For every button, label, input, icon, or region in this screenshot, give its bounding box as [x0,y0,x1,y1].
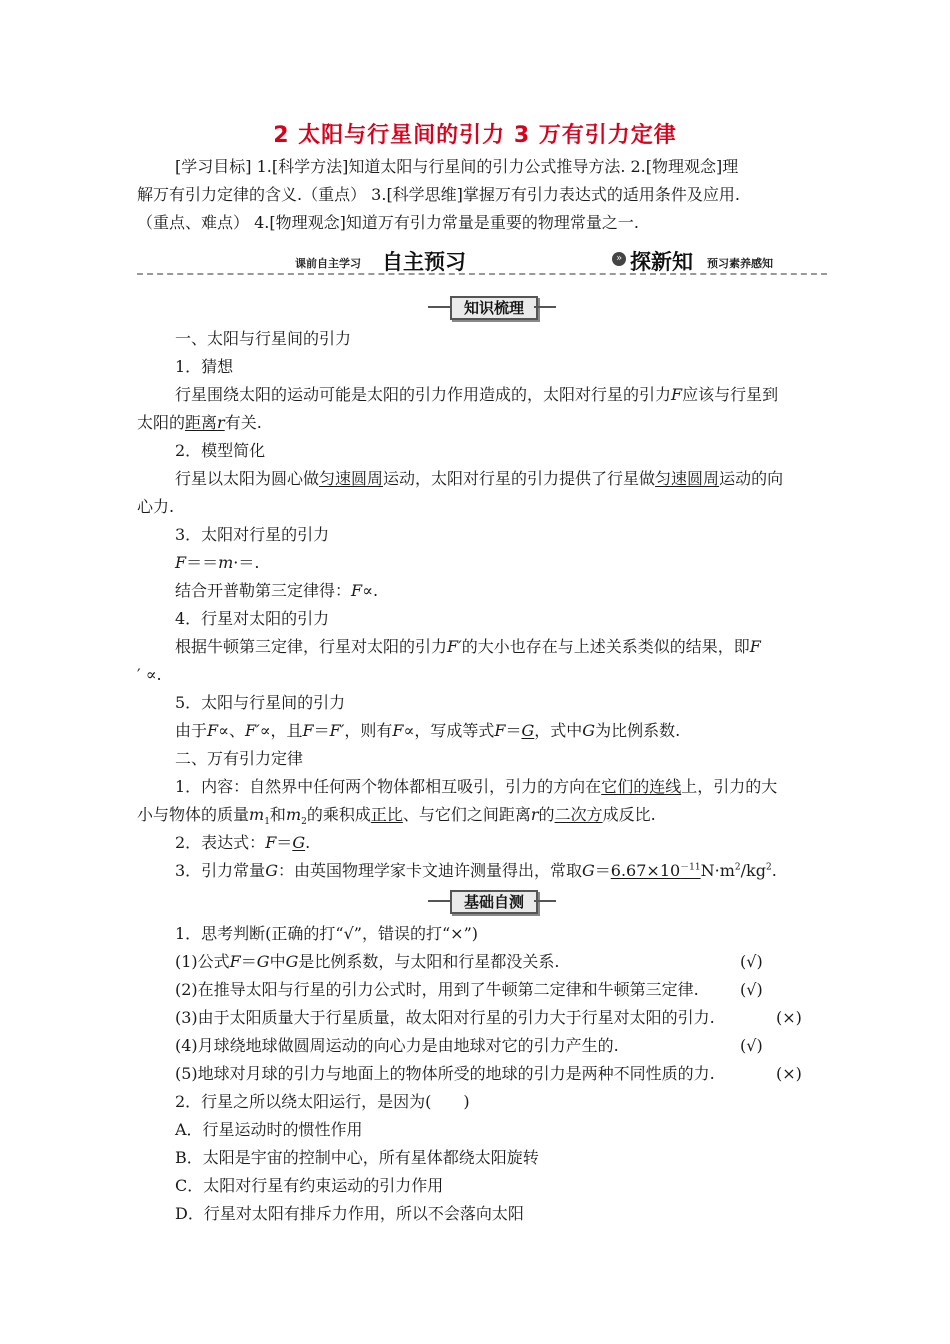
subheading-model: 2．模型简化 [175,441,266,460]
banner-right-small: 预习素养感知 [707,257,773,270]
objectives-line-3: （重点、难点） 4.[物理观念]知道万有引力常量是重要的物理常量之一. [137,213,639,232]
judgement-mark-5: (×) [776,1064,802,1083]
option-b: B．太阳是宇宙的控制中心，所有星体都绕太阳旋转 [175,1148,539,1167]
judgement-mark-1: (√) [740,952,763,971]
formula-sun-on-planet: F＝＝m·＝. [175,553,260,572]
page-title: 2 太阳与行星间的引力 3 万有引力定律 [273,123,677,148]
banner-left-small: 课前自主学习 [295,257,361,270]
banner-divider [137,273,827,275]
subheading-sun-on-planet: 3．太阳对行星的引力 [175,525,330,544]
judgement-item-2: (2)在推导太阳与行星的引力公式时，用到了牛顿第二定律和牛顿第三定律. [175,980,699,999]
paragraph-gravitational-constant: 3．引力常量G：由英国物理学家卡文迪许测量得出，常取$G=6.67\times 10^{-11}N\cdot m^2/kg^2$. [175,861,777,880]
judgement-item-3: (3)由于太阳质量大于行星质量，故太阳对行星的引力大于行星对太阳的引力. [175,1008,715,1027]
fill-answer-distance: 距离r [185,413,225,432]
subheading-planet-on-sun: 4．行星对太阳的引力 [175,609,330,628]
paragraph-planet-on-sun-1: 根据牛顿第三定律，行星对太阳的引力F′的大小也存在与上述关系类似的结果，即F [175,637,761,656]
paragraph-guess-1: 行星围绕太阳的运动可能是太阳的引力作用造成的，太阳对行星的引力F应该与行星到 [175,385,779,404]
subheading-mutual-gravity: 5．太阳与行星间的引力 [175,693,346,712]
formula-kepler-third: 结合开普勒第三定律得：F∝. [175,581,379,600]
paragraph-guess-2: 太阳的距离r有关. [137,413,262,432]
section-heading-selftest [428,890,556,912]
paragraph-planet-on-sun-2: ′ ∝. [137,665,162,684]
paragraph-content-1: 1．内容：自然界中任何两个物体都相互吸引，引力的方向在它们的连线上，引力的大 [175,777,778,796]
judgement-mark-4: (√) [740,1036,763,1055]
judgement-item-4: (4)月球绕地球做圆周运动的向心力是由地球对它的引力产生的. [175,1036,619,1055]
judgement-mark-2: (√) [740,980,763,999]
objectives-line-2: 解万有引力定律的含义.（重点） 3.[科学思维]掌握万有引力表达式的适用条件及应用. [137,185,741,204]
paragraph-model-2: 心力. [137,497,175,516]
section-heading-label: 基础自测 [450,890,538,914]
objectives-line-1: [学习目标] 1.[科学方法]知道太阳与行星间的引力公式推导方法. 2.[物理观念]理 [175,157,739,176]
heading-universal-gravitation: 二、万有引力定律 [175,749,304,768]
question-2: 2．行星之所以绕太阳运行，是因为( ) [175,1092,470,1111]
banner-left-big: 自主预习 [382,250,466,274]
paragraph-mutual-gravity: 由于F∝、F′∝，且F＝F′，则有F∝，写成等式F＝G，式中G为比例系数. [175,721,681,740]
paragraph-expression: 2．表达式：F＝G. [175,833,311,852]
heading-sun-planet-gravity: 一、太阳与行星间的引力 [175,329,352,348]
paragraph-content-2: 小与物体的质量$m_1$和$m_2$的乘积成正比、与它们之间距离r的二次方成反比. [137,805,656,828]
banner-right-big: 探新知 [630,250,693,274]
judgement-mark-3: (×) [776,1008,802,1027]
option-d: D．行星对太阳有排斥力作用，所以不会落向太阳 [175,1204,524,1223]
paragraph-model-1: 行星以太阳为圆心做匀速圆周运动，太阳对行星的引力提供了行星做匀速圆周运动的向 [175,469,784,488]
subheading-guess: 1．猜想 [175,357,234,376]
judgement-item-1: (1)公式F＝G中G是比例系数，与太阳和行星都没关系. [175,952,560,971]
section-banner [137,246,827,276]
option-c: C．太阳对行星有约束运动的引力作用 [175,1176,444,1195]
judgement-item-5: (5)地球对月球的引力与地面上的物体所受的地球的引力是两种不同性质的力. [175,1064,715,1083]
section-heading-knowledge [428,296,556,318]
option-a: A．行星运动时的惯性作用 [175,1120,363,1139]
section-heading-label: 知识梳理 [450,296,538,320]
question-1: 1．思考判断(正确的打“√”，错误的打“×”) [175,924,478,943]
banner-arrow-icon: » [612,252,626,266]
